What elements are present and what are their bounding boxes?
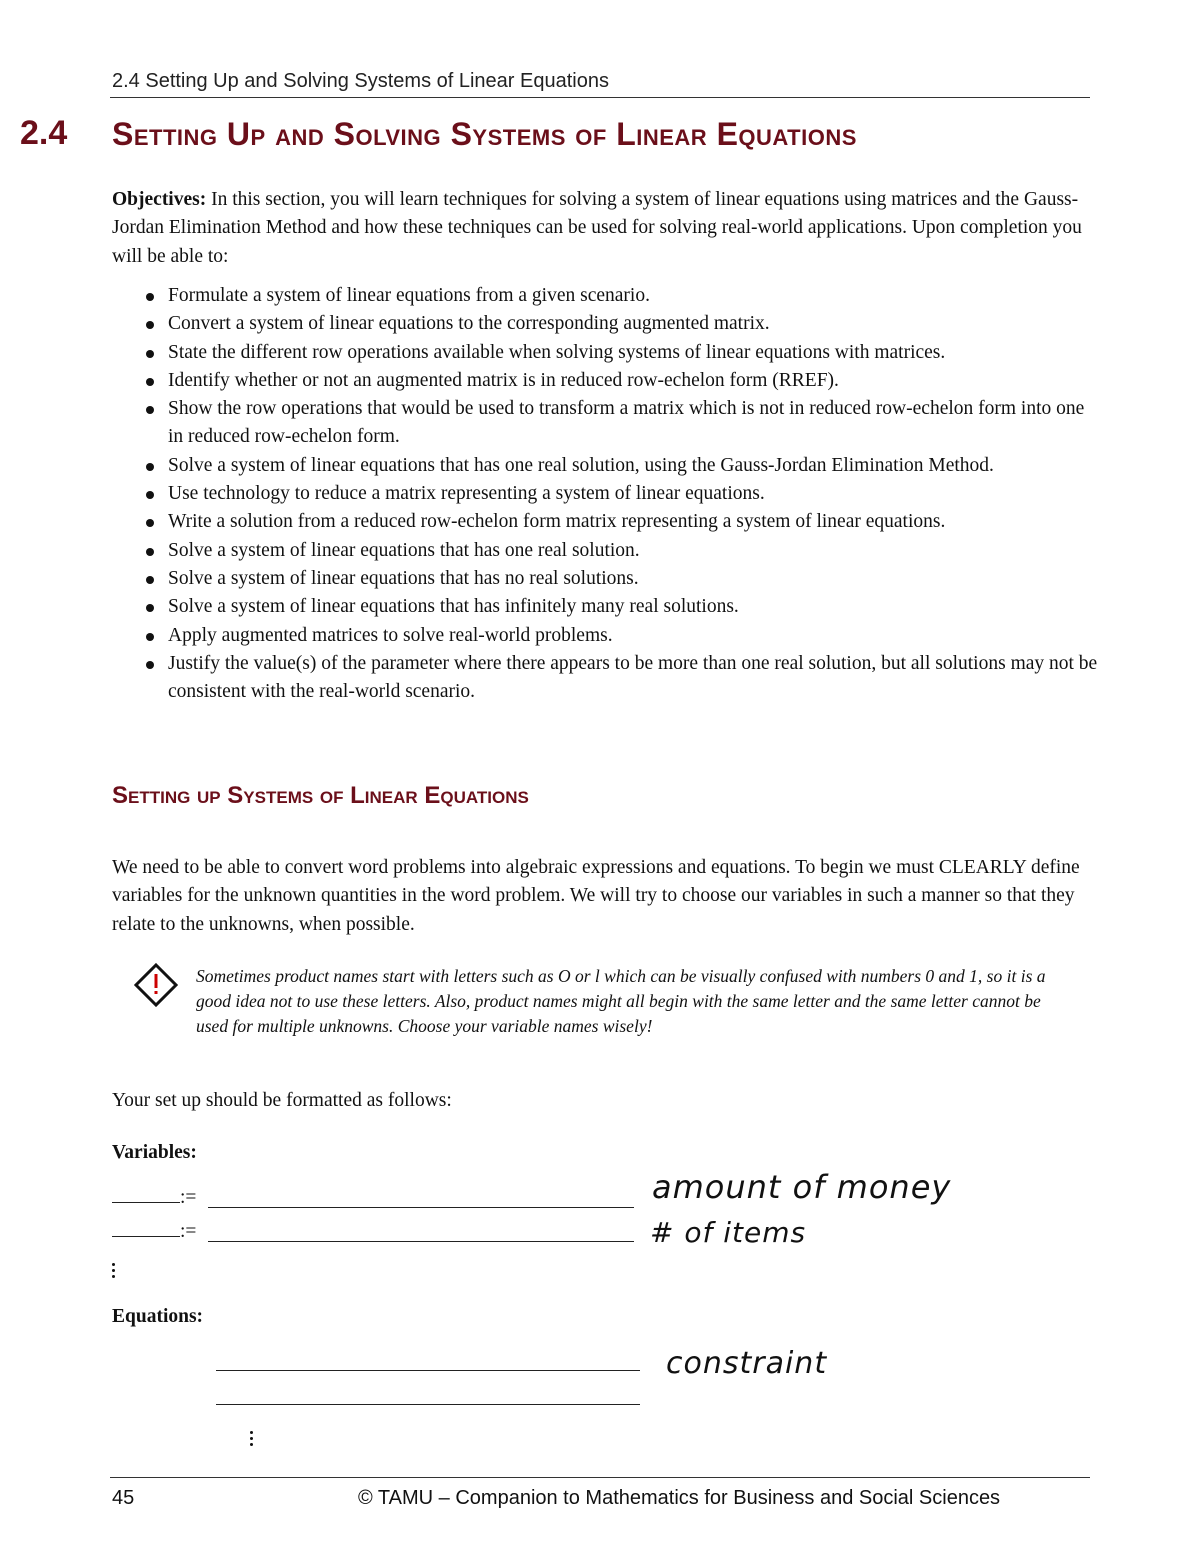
assign-symbol: := (180, 1221, 197, 1242)
list-item: Solve a system of linear equations that has one real solution, using the Gauss-Jordan Elimination Method. (140, 452, 1100, 480)
list-item: State the different row operations available when solving systems of linear equations with matrices. (140, 339, 1100, 367)
variables-label: Variables: (112, 1142, 197, 1163)
list-item: Use technology to reduce a matrix representing a system of linear equations. (140, 480, 1100, 508)
setup-intro: Your set up should be formatted as follows: (112, 1090, 452, 1111)
variable-row (112, 1184, 196, 1209)
objectives-list (140, 282, 1100, 706)
list-item: Solve a system of linear equations that has one real solution. (140, 537, 1100, 565)
equation-blank (216, 1404, 640, 1405)
warning-diamond-icon (134, 963, 178, 1007)
section-title: Setting Up and Solving Systems of Linear Equations (112, 116, 857, 152)
list-item: Solve a system of linear equations that has no real solutions. (140, 565, 1100, 593)
variable-definition-blank (208, 1207, 634, 1208)
variable-name-blank (112, 1184, 180, 1203)
variable-name-blank (112, 1218, 180, 1237)
variable-definition-blank (208, 1241, 634, 1242)
intro-paragraph: We need to be able to convert word problems into algebraic expressions and equations. To begin we must CLEARLY define variables for the unknown quantities in the word problem. We will try to choose our variables in such a manner so that they relate to the unknowns, when possible. (112, 857, 1080, 935)
list-item: Write a solution from a reduced row-echelon form matrix representing a system of linear equations. (140, 508, 1100, 536)
list-item: Formulate a system of linear equations from a given scenario. (140, 282, 1100, 310)
list-item: Identify whether or not an augmented matrix is in reduced row-echelon form (RREF). (140, 367, 1100, 395)
note-text: Sometimes product names start with letters such as O or l which can be visually confused with numbers 0 and 1, so it is a good idea not to use these letters. Also, product names might all begin with the same letter and the same letter cannot be used for multiple unknowns. Choose your variable names wisely! (196, 966, 1046, 1036)
list-item: Justify the value(s) of the parameter where there appears to be more than one real solution, but all solutions may not be consistent with the real-world scenario. (140, 650, 1100, 707)
list-item: Show the row operations that would be used to transform a matrix which is not in reduced row-echelon form into one in reduced row-echelon form. (140, 395, 1100, 452)
vertical-ellipsis (112, 1260, 115, 1281)
footer-rule (110, 1477, 1090, 1478)
variable-row (112, 1218, 196, 1243)
subsection-title: Setting up Systems of Linear Equations (112, 782, 529, 809)
equation-blank (216, 1370, 640, 1371)
handwritten-note: # of items (650, 1216, 807, 1249)
handwritten-note: constraint (666, 1346, 828, 1381)
equations-label: Equations: (112, 1306, 204, 1327)
objectives-text: In this section, you will learn techniques for solving a system of linear equations using matrices and the Gauss-Jordan Elimination Method and how these techniques can be used for solving real-world applications. Upon completion you will be able to: (112, 189, 1082, 267)
vertical-ellipsis (250, 1428, 253, 1449)
list-item: Solve a system of linear equations that has infinitely many real solutions. (140, 593, 1100, 621)
assign-symbol: := (180, 1187, 197, 1208)
section-number: 2.4 (20, 114, 68, 152)
page-number: 45 (112, 1487, 135, 1509)
objectives-paragraph (112, 186, 1087, 271)
handwritten-note: amount of money (652, 1168, 952, 1206)
footer-credit: © TAMU – Companion to Mathematics for Business and Social Sciences (358, 1487, 1001, 1509)
header-rule (110, 97, 1090, 98)
list-item: Convert a system of linear equations to the corresponding augmented matrix. (140, 310, 1100, 338)
list-item: Apply augmented matrices to solve real-world problems. (140, 622, 1100, 650)
running-header: 2.4 Setting Up and Solving Systems of Linear Equations (112, 70, 609, 92)
objectives-label: Objectives: (112, 189, 207, 210)
